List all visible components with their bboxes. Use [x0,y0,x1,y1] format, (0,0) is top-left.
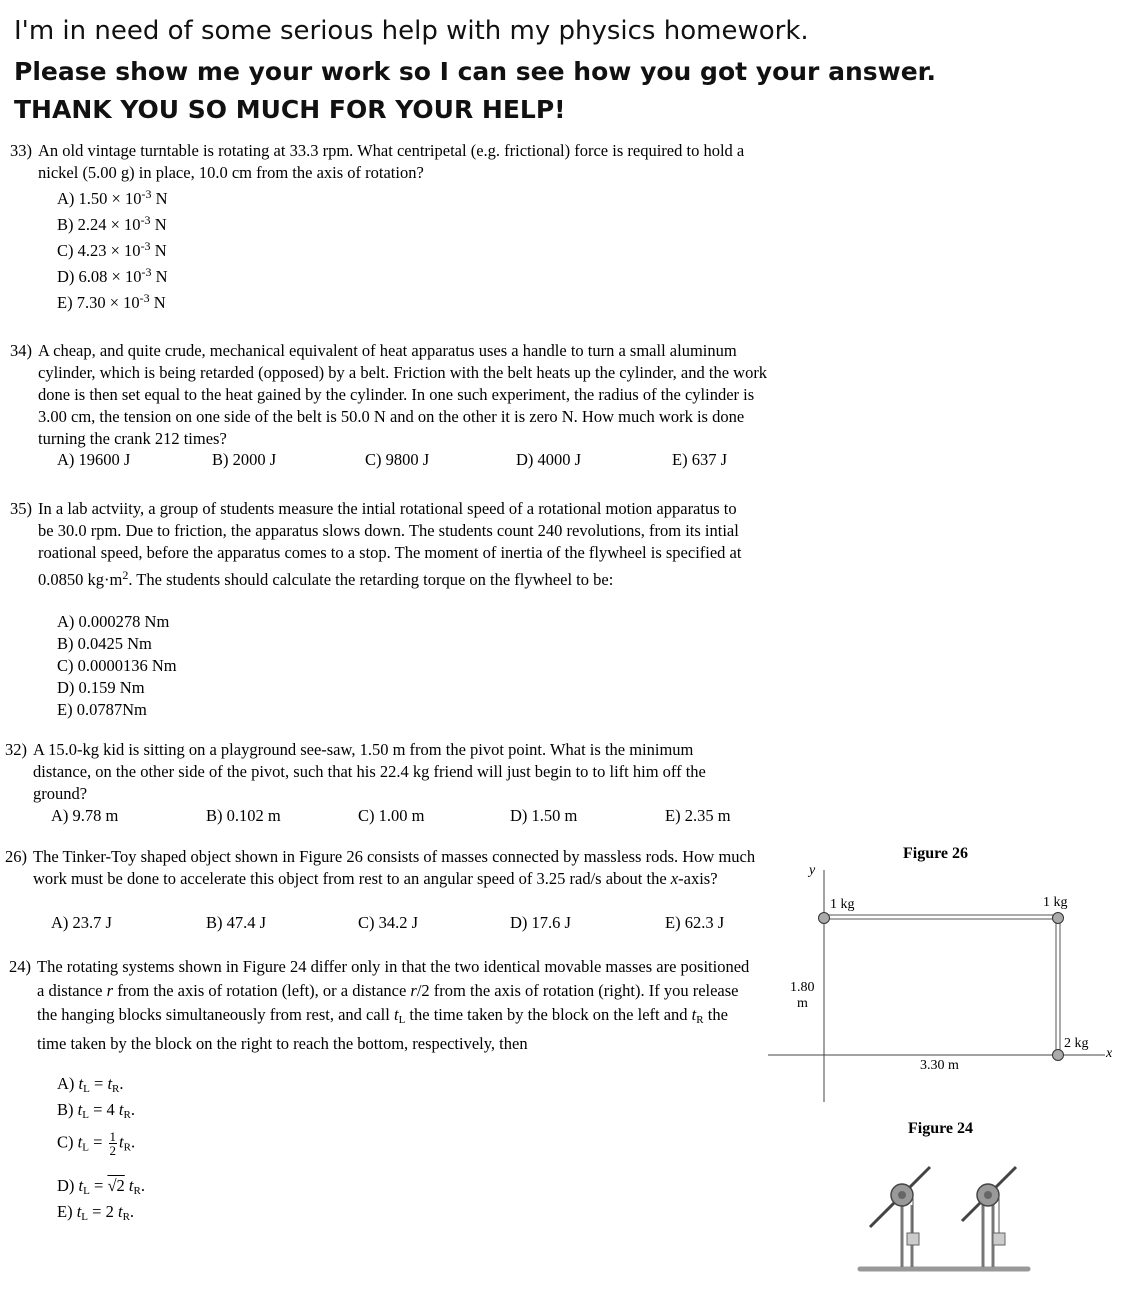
question-number: 33) [10,141,32,160]
option-c: C) $4.23 \times 10^{-3}$ N [57,239,167,260]
question-24 [9,955,759,1056]
option-a: A) 9.78 m [51,806,119,825]
question-stem: A cheap, and quite crude, mechanical equivalent of heat apparatus uses a handle to turn a small aluminum cylinder, which is being retarded (opposed) by a belt. Friction with the belt heats up the cylinder, and the work done is then set equal to the heat gained by the cylinder. In one such experiment, the radius of the cylinder is 3.00 cm, the tension on one side of the belt is 50.0 N and on the other it is zero N. How much work is done turning the crank 212 times? [38,341,768,448]
y-axis-label: y [809,863,816,878]
option-b: B) 47.4 J [206,913,267,932]
option-d: D) $t_L = √2$ $t_R$. [57,1176,145,1197]
option-a: A) $t_L = t_R$. [57,1074,124,1095]
figure-24-title: Figure 24 [908,1120,974,1137]
option-e: E) 62.3 J [665,913,725,932]
question-26 [5,846,758,890]
option-b: B) 0.0425 Nm [57,634,152,653]
width-label: 3.30 m [920,1058,959,1073]
question-33 [10,140,783,184]
question-number: 34) [10,341,32,360]
option-e: E) $7.30 \times 10^{-3}$ N [57,291,166,312]
question-number: 32) [5,740,27,759]
header-line-1: I'm in need of some serious help with my physics homework. [14,16,809,46]
question-stem: A 15.0-kg kid is sitting on a playground see-saw, 1.50 m from the pivot point. What is the minimum distance, on the other side of the pivot, such that his 22.4 kg friend will just begin to to lift him off the ground? [33,740,706,803]
mass-label-top-right: 1 kg [1043,895,1068,910]
height-value: 1.80 [790,980,815,995]
option-b: B) 2000 J [212,450,277,469]
option-a: A) 23.7 J [51,913,112,932]
top-rod [824,915,1060,919]
option-a: A) 19600 J [57,450,131,469]
question-stem: The rotating systems shown in Figure 24 differ only in that the two identical movable masses are positioned a distance r from the axis of rotation (left), or a distance r/2 from the axis of rotation (right). If you release the hanging blocks simultaneously from rest, and call $t_L$ the time taken by the block on the left and $t_R$ the time taken by the block on the right to reach the bottom, respectively, then [37,957,750,1053]
mass-label-top-left: 1 kg [830,897,855,912]
option-d: D) 1.50 m [510,806,578,825]
header-line-2: Please show me your work so I can see how you got your answer. [14,57,936,86]
option-e: E) 2.35 m [665,806,731,825]
x-axis-label: x [1106,1046,1113,1061]
option-e: E) $t_L = 2$ $t_R$. [57,1202,135,1223]
left-apparatus [870,1167,930,1267]
option-d: D) 17.6 J [510,913,571,932]
question-number: 24) [9,957,31,976]
mass-top-left [819,913,830,924]
option-a: A) 0.000278 Nm [57,612,170,631]
question-35 [10,498,753,591]
question-stem: An old vintage turntable is rotating at 33.3 rpm. What centripetal (e.g. frictional) force is required to hold a nickel (5.00 g) in place, 10.0 cm from the axis of rotation? [38,141,745,182]
mass-bottom-right [1053,1050,1064,1061]
option-d: D) $6.08 \times 10^{-3}$ N [57,265,168,286]
option-d: D) 0.159 Nm [57,678,145,697]
option-d: D) 4000 J [516,450,582,469]
option-e: E) 637 J [672,450,727,469]
mass-label-bottom-right: 2 kg [1064,1036,1089,1051]
figure-24-diagram [850,1155,1040,1280]
fraction-one-half: $\frac{1}{2}$ [109,1129,117,1158]
question-34 [10,340,778,450]
figure-26-title: Figure 26 [903,845,969,862]
question-number: 26) [5,847,27,866]
option-a: A) $1.50 \times 10^{-3}$ N [57,187,168,208]
question-stem: In a lab actviity, a group of students measure the intial rotational speed of a rotational motion apparatus to be 30.0 rpm. Due to friction, the apparatus slows down. The students count 240 revolutions, from its intial roational speed, before the apparatus comes to a stop. The moment of inertia of the flywheel is specified at 0.0850 $kg\cdot m^2$. The students should calculate the retarding torque on the flywheel to be: [38,499,742,589]
option-c: C) 0.0000136 Nm [57,656,177,675]
option-c: C) $t_L$ = $\frac{1}{2}$ $t_R$. [57,1129,136,1158]
question-32 [5,739,751,805]
option-b: B) 0.102 m [206,806,281,825]
mass-top-right [1053,913,1064,924]
option-c: C) 34.2 J [358,913,419,932]
option-e: E) 0.0787Nm [57,700,147,719]
option-b: B) $t_L = 4$ $t_R$. [57,1100,135,1121]
option-b: B) $2.24 \times 10^{-3}$ N [57,213,167,234]
option-c: C) 1.00 m [358,806,425,825]
right-rod [1056,919,1060,1055]
height-unit: m [797,996,808,1011]
option-c: C) 9800 J [365,450,430,469]
right-apparatus [962,1167,1016,1267]
question-number: 35) [10,499,32,518]
header-line-3: THANK YOU SO MUCH FOR YOUR HELP! [14,95,566,124]
question-stem: The Tinker-Toy shaped object shown in Figure 26 consists of masses connected by massless rods. How much work must be done to accelerate this object from rest to an angular speed of 3.25 rad/s about the x-axis? [33,847,756,888]
